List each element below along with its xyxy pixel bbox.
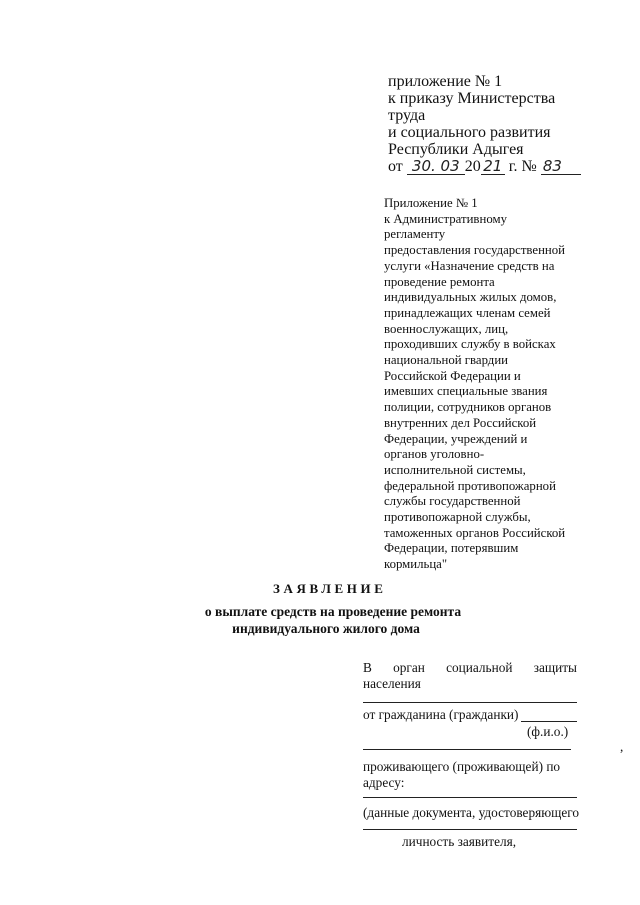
subtitle-line-2: индивидуального жилого дома bbox=[232, 621, 420, 636]
document-blank-line bbox=[363, 829, 577, 830]
order-date-year-suffix: 21 bbox=[483, 157, 503, 175]
regulation-line: военнослужащих, лиц, bbox=[384, 321, 509, 336]
subtitle-line-1: о выплате средств на проведение ремонта bbox=[204, 604, 462, 619]
fio-hint: (ф.и.о.) bbox=[527, 724, 569, 739]
regulation-line: проведение ремонта bbox=[384, 274, 495, 289]
regulation-line: индивидуальных жилых домов, bbox=[384, 290, 557, 305]
addressee-word: орган bbox=[393, 660, 425, 675]
regulation-line: Российской Федерации и bbox=[384, 368, 521, 383]
regulation-line: Федерации, потерявшим bbox=[384, 541, 519, 556]
fio-continued-blank-line bbox=[363, 749, 571, 750]
regulation-line: к Административному bbox=[384, 211, 507, 226]
regulation-line: внутренних дел Российской bbox=[384, 415, 537, 430]
regulation-line: исполнительной системы, bbox=[384, 462, 526, 477]
regulation-line: принадлежащих членам семей bbox=[384, 305, 551, 320]
order-attachment-line: Республики Адыгея bbox=[388, 141, 524, 158]
stray-mark: , bbox=[620, 739, 624, 754]
residing-label-2: адресу: bbox=[363, 775, 405, 790]
regulation-line: федеральной противопожарной bbox=[384, 478, 556, 493]
regulation-line: услуги «Назначение средств на bbox=[384, 258, 555, 273]
regulation-line: противопожарной службы, bbox=[384, 510, 531, 525]
order-number: 83 bbox=[542, 157, 562, 175]
regulation-attachment bbox=[384, 196, 565, 573]
document-title: ЗАЯВЛЕНИЕ bbox=[273, 581, 387, 596]
order-attachment-line: к приказу Министерства bbox=[388, 90, 556, 107]
regulation-line: органов уголовно- bbox=[384, 447, 485, 462]
addressee-line bbox=[363, 660, 577, 676]
regulation-line: регламенту bbox=[384, 227, 446, 242]
addressee-word: В bbox=[363, 660, 372, 675]
order-date-line bbox=[388, 158, 581, 175]
order-attachment-line: и социального развития bbox=[388, 124, 551, 141]
address-blank-line bbox=[363, 797, 577, 798]
order-date-day-month: 30. 03 bbox=[411, 157, 460, 175]
fio-blank-line bbox=[521, 721, 577, 722]
addressee-word: защиты bbox=[533, 660, 577, 675]
addressee-line-2: населения bbox=[363, 676, 421, 691]
document-hint: (данные документа, удостоверяющего bbox=[363, 805, 580, 820]
regulation-line: службы государственной bbox=[384, 494, 521, 509]
regulation-line: таможенных органов Российской bbox=[384, 525, 566, 540]
regulation-line: национальной гвардии bbox=[384, 353, 509, 368]
order-date-year-prefix: 20 bbox=[464, 158, 481, 175]
from-label: от гражданина (гражданки) bbox=[363, 707, 519, 722]
order-number-field bbox=[541, 158, 581, 175]
order-date-year-end: г. bbox=[508, 158, 518, 175]
regulation-line: проходивших службу в войсках bbox=[384, 337, 556, 352]
order-number-sign: № bbox=[521, 158, 537, 175]
identity-hint: личность заявителя, bbox=[402, 834, 517, 849]
regulation-line: предоставления государственной bbox=[384, 243, 566, 258]
regulation-line: Федерации, учреждений и bbox=[384, 431, 528, 446]
order-date-year-field bbox=[481, 158, 505, 175]
order-attachment-line: приложение № 1 bbox=[388, 73, 503, 90]
order-date-day-month-field bbox=[407, 158, 465, 175]
order-attachment-line: труда bbox=[388, 107, 426, 124]
document-subtitle bbox=[0, 603, 640, 637]
regulation-line: полиции, сотрудников органов bbox=[384, 400, 552, 415]
residing-label: проживающего (проживающей) по bbox=[363, 759, 561, 774]
addressee-blank-line bbox=[363, 702, 577, 703]
regulation-line: кормильца" bbox=[384, 557, 448, 572]
order-date-prefix: от bbox=[388, 158, 403, 175]
addressee-word: социальной bbox=[446, 660, 513, 675]
regulation-line: имевших специальные звания bbox=[384, 384, 548, 399]
regulation-line: Приложение № 1 bbox=[384, 196, 478, 210]
